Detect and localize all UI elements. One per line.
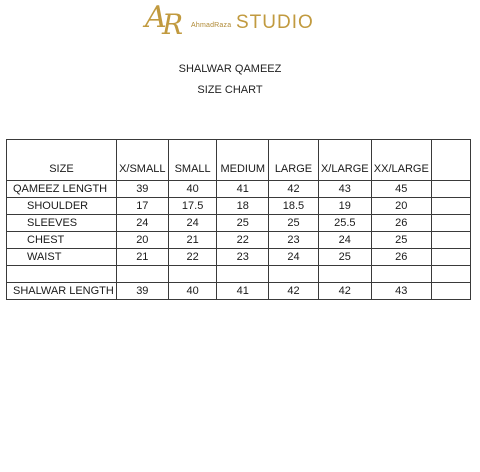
table-row [7, 266, 471, 283]
table-cell [217, 266, 269, 283]
header-cell: SMALL [168, 140, 217, 181]
table-cell [318, 266, 371, 283]
header-cell [431, 140, 470, 181]
table-cell: 25 [371, 232, 431, 249]
table-cell: 41 [217, 283, 269, 300]
monogram-logo [143, 2, 189, 42]
table-cell: 40 [168, 181, 217, 198]
monogram-r: R [162, 8, 184, 41]
table-cell: 26 [371, 215, 431, 232]
table-cell [371, 266, 431, 283]
table-cell: 17 [116, 198, 168, 215]
header-cell: X/LARGE [318, 140, 371, 181]
header-size: SIZE [7, 140, 117, 181]
header-cell: X/SMALL [116, 140, 168, 181]
brand-studio: STUDIO [236, 12, 314, 33]
table-row [7, 198, 471, 215]
table-cell [431, 198, 470, 215]
table-cell: 21 [168, 232, 217, 249]
table-cell: 26 [371, 249, 431, 266]
table-cell: 42 [269, 181, 319, 198]
table-cell: 43 [318, 181, 371, 198]
table-cell: 17.5 [168, 198, 217, 215]
table-cell: 19 [318, 198, 371, 215]
table-row [7, 181, 471, 198]
table-cell: 23 [269, 232, 319, 249]
table-cell [431, 232, 470, 249]
row-label: WAIST [7, 249, 117, 266]
header-cell: XX/LARGE [371, 140, 431, 181]
table-cell [431, 283, 470, 300]
header-cell: MEDIUM [217, 140, 269, 181]
table-cell: 25.5 [318, 215, 371, 232]
table-cell: 23 [217, 249, 269, 266]
row-label: CHEST [7, 232, 117, 249]
table-cell: 18 [217, 198, 269, 215]
table-cell: 25 [269, 215, 319, 232]
page-subtitle: SIZE CHART [197, 84, 263, 96]
table-cell: 41 [217, 181, 269, 198]
monogram-a: A [145, 0, 167, 35]
table-cell: 43 [371, 283, 431, 300]
row-label: SHALWAR LENGTH [7, 283, 117, 300]
table-cell: 22 [217, 232, 269, 249]
row-label: QAMEEZ LENGTH [7, 181, 117, 198]
table-cell [168, 266, 217, 283]
header-cell: LARGE [269, 140, 319, 181]
page-title: SHALWAR QAMEEZ [178, 63, 282, 75]
brand-name-small: AhmadRaza [191, 22, 232, 29]
table-row [7, 249, 471, 266]
table-row [7, 232, 471, 249]
table-cell [116, 266, 168, 283]
table-cell [269, 266, 319, 283]
table-row [7, 215, 471, 232]
table-header-row [7, 140, 471, 181]
table-cell: 24 [318, 232, 371, 249]
table-cell: 21 [116, 249, 168, 266]
table-cell: 22 [168, 249, 217, 266]
table-cell: 25 [318, 249, 371, 266]
table-cell: 24 [168, 215, 217, 232]
table-cell: 40 [168, 283, 217, 300]
table-cell: 39 [116, 181, 168, 198]
table-cell: 39 [116, 283, 168, 300]
row-label: SLEEVES [7, 215, 117, 232]
table-row [7, 283, 471, 300]
table-cell: 18.5 [269, 198, 319, 215]
size-chart-table [6, 139, 471, 300]
brand-logo [143, 2, 343, 42]
row-label: SHOULDER [7, 198, 117, 215]
table-cell: 42 [269, 283, 319, 300]
table-cell [431, 249, 470, 266]
table-cell [431, 215, 470, 232]
table-cell: 24 [116, 215, 168, 232]
table-cell: 24 [269, 249, 319, 266]
table-cell [431, 181, 470, 198]
row-label [7, 266, 117, 283]
table-cell: 25 [217, 215, 269, 232]
table-cell: 20 [371, 198, 431, 215]
table-cell [431, 266, 470, 283]
table-cell: 42 [318, 283, 371, 300]
table-cell: 20 [116, 232, 168, 249]
table-cell: 45 [371, 181, 431, 198]
